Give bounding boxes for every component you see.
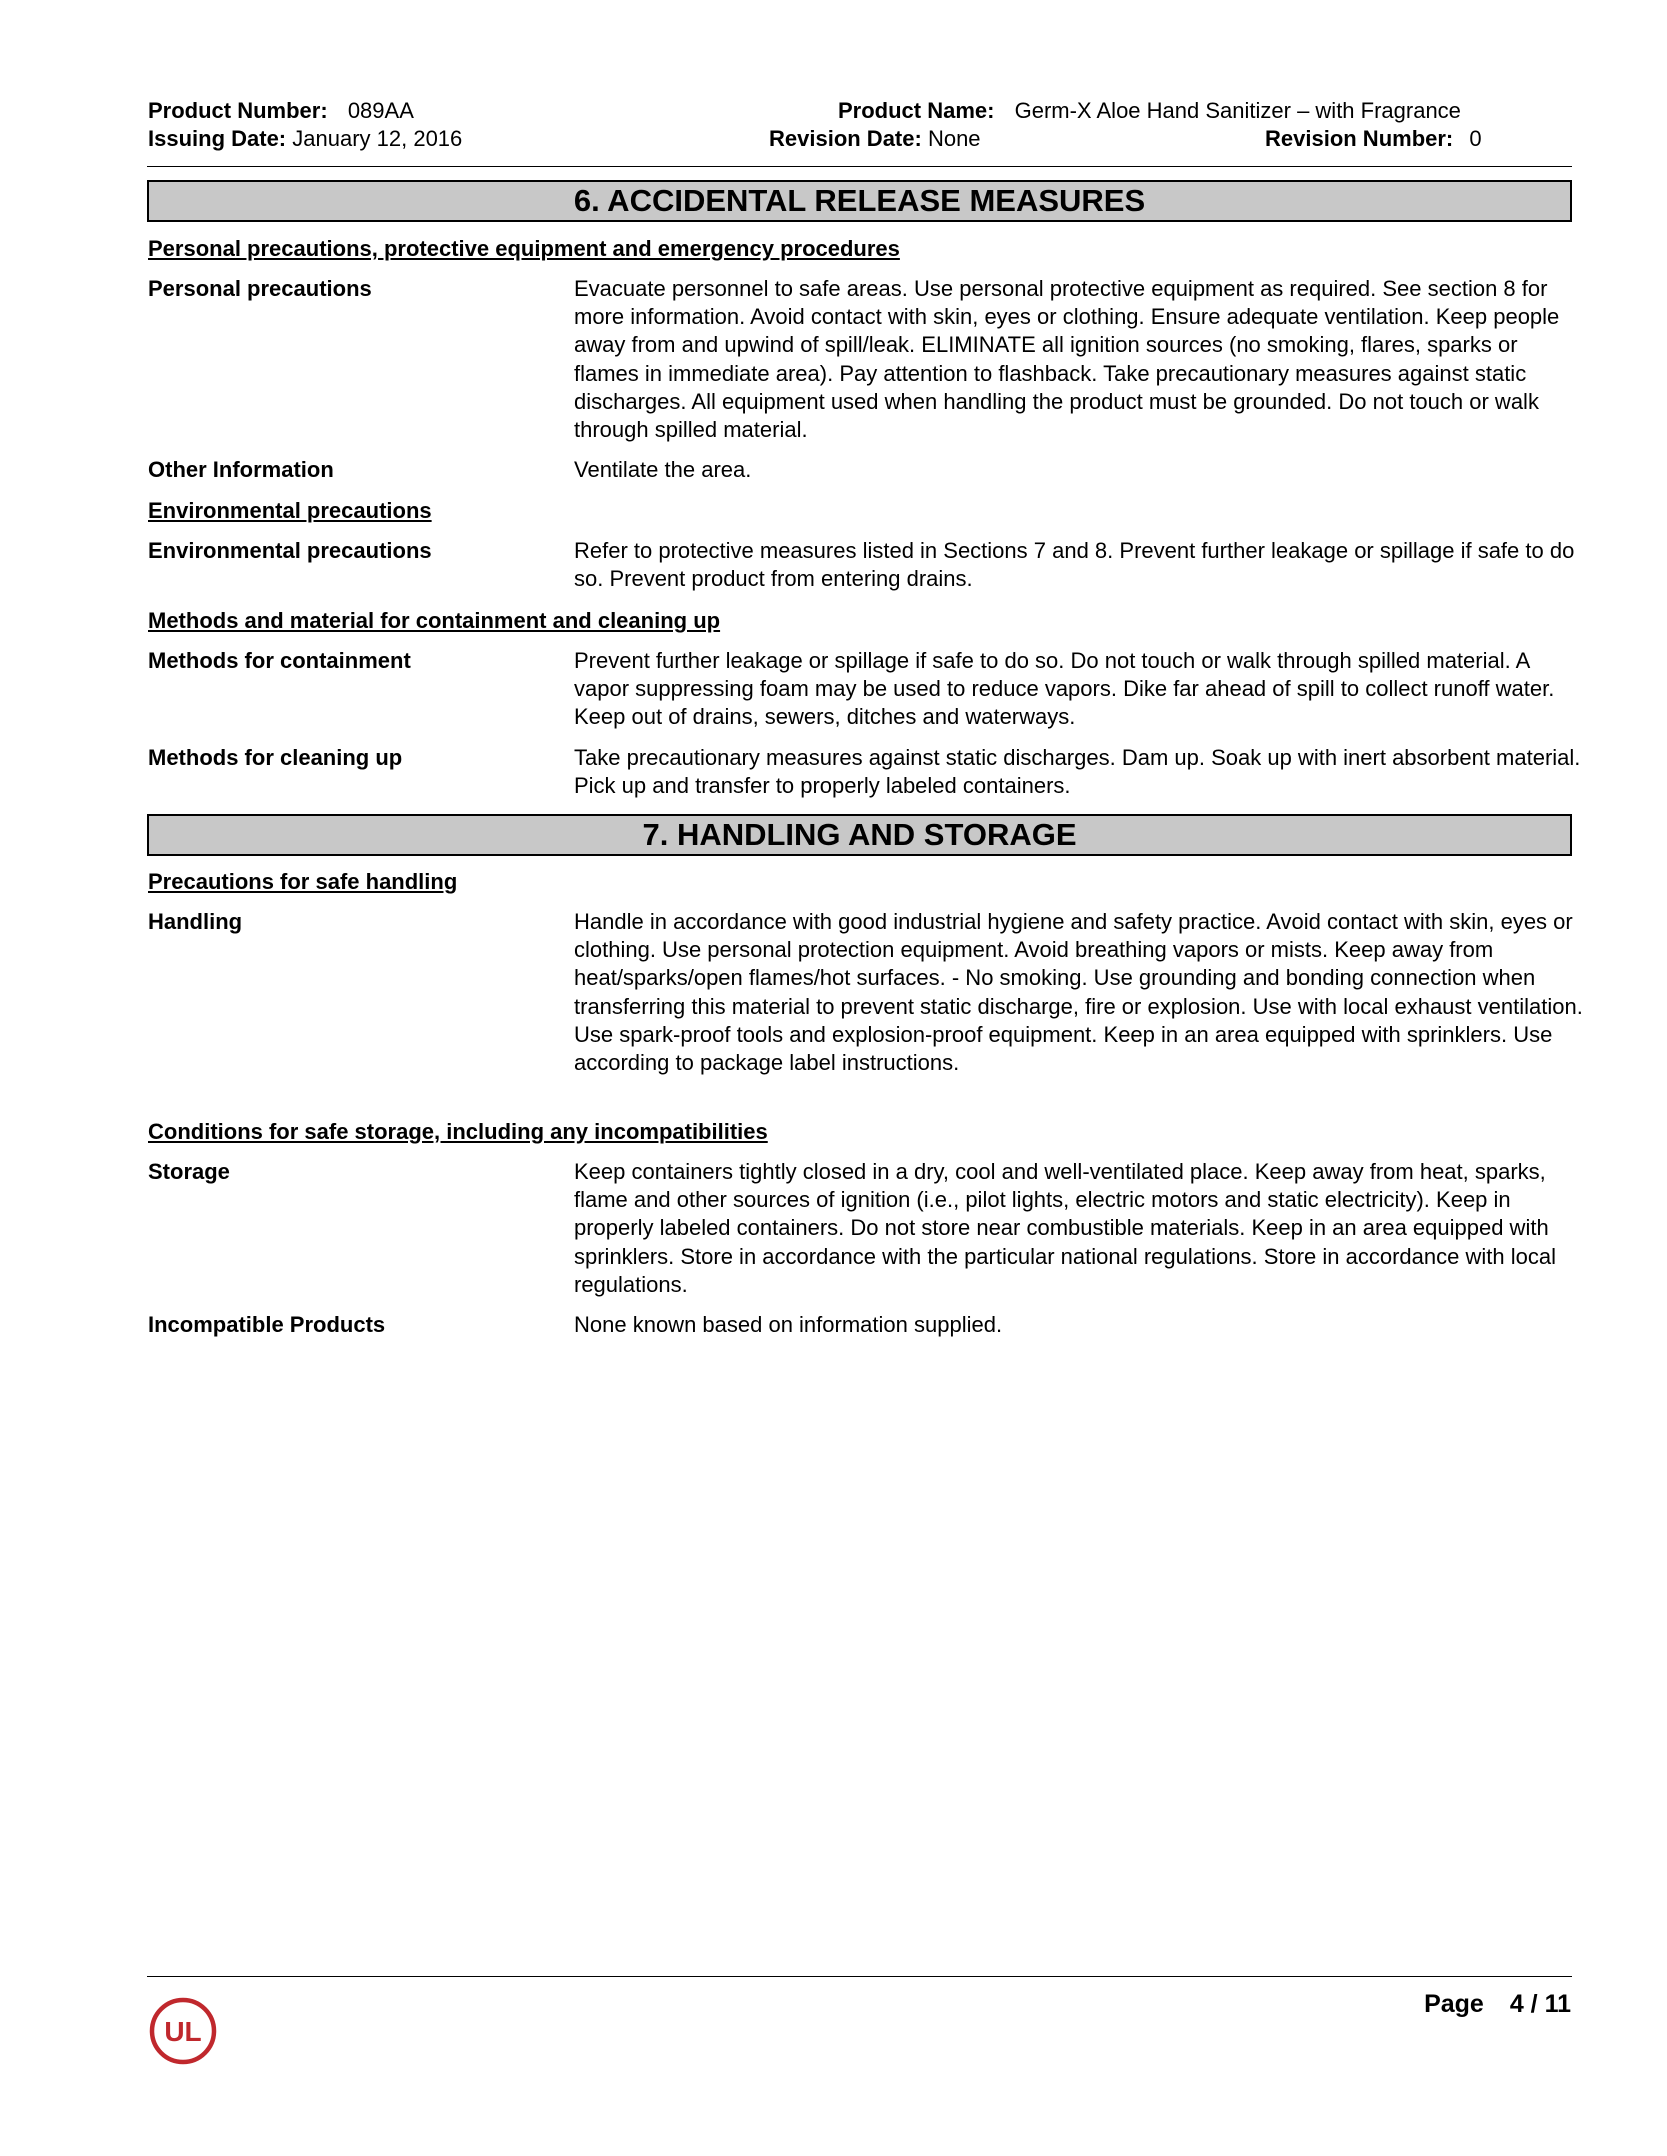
issuing-date-value: January 12, 2016: [292, 126, 463, 151]
text-incompatible-products: None known based on information supplied.: [574, 1312, 1003, 1337]
issuing-date-label: Issuing Date:: [148, 126, 287, 151]
product-number: [148, 97, 414, 125]
label-methods-containment: Methods for containment: [148, 648, 411, 673]
label-incompatible-products: Incompatible Products: [148, 1312, 386, 1337]
page-label: Page: [1424, 1990, 1484, 2018]
text-methods-cleaning: Take precautionary measures against static discharges. Dam up. Soak up with inert absorbent material. Pick up and transfer to properly labeled containers.: [574, 745, 1581, 799]
product-name: [838, 97, 1461, 125]
text-storage: Keep containers tightly closed in a dry, cool and well-ventilated place. Keep away from heat, sparks, flame and other sources of ignition (i.e., pilot lights, electric motors and static electricity). Keep in properly labeled containers. Do not store near combustible materials. Keep in an area equipped with sprinklers. Store in accordance with the particular national regulations. Store in accordance with local regulations.: [574, 1159, 1556, 1297]
label-personal-precautions: Personal precautions: [148, 276, 372, 301]
page-number-value: 4 / 11: [1509, 1990, 1571, 2018]
label-methods-cleaning: Methods for cleaning up: [148, 745, 403, 770]
text-other-information: Ventilate the area.: [574, 457, 752, 482]
subhead-safe-handling: Precautions for safe handling: [148, 869, 458, 894]
revision-date-label: Revision Date:: [769, 126, 922, 151]
label-handling: Handling: [148, 909, 243, 934]
header-rule: [147, 166, 1572, 167]
label-storage: Storage: [148, 1159, 230, 1184]
label-environmental-precautions: Environmental precautions: [148, 538, 432, 563]
page-number: [1424, 1990, 1571, 2019]
product-name-value: Germ-X Aloe Hand Sanitizer – with Fragrance: [1014, 98, 1461, 123]
revision-number-label: Revision Number:: [1265, 126, 1454, 151]
revision-number-value: 0: [1469, 126, 1482, 151]
revision-date-value: None: [927, 126, 981, 151]
subhead-containment-cleaning: Methods and material for containment and cleaning up: [148, 608, 721, 633]
text-methods-containment: Prevent further leakage or spillage if safe to do so. Do not touch or walk through spilled material. A vapor suppressing foam may be used to reduce vapors. Dike far ahead of spill to collect runoff water. Keep out of drains, sewers, ditches and waterways.: [574, 648, 1555, 730]
section-7-title: 7. HANDLING AND STORAGE: [147, 814, 1572, 856]
product-number-value: 089AA: [347, 98, 414, 123]
ul-logo-text: UL: [164, 2016, 202, 2047]
subhead-safe-storage: Conditions for safe storage, including any incompatibilities: [148, 1119, 768, 1144]
ul-logo-icon: [148, 1996, 218, 2066]
revision-number: [1265, 125, 1482, 153]
text-environmental-precautions: Refer to protective measures listed in Sections 7 and 8. Prevent further leakage or spillage if safe to do so. Prevent product from entering drains.: [574, 538, 1575, 592]
product-number-label: Product Number:: [148, 98, 328, 123]
subhead-personal-precautions: Personal precautions, protective equipment and emergency procedures: [148, 236, 900, 261]
section-6-title: 6. ACCIDENTAL RELEASE MEASURES: [147, 180, 1572, 222]
label-other-information: Other Information: [148, 457, 334, 482]
text-personal-precautions: Evacuate personnel to safe areas. Use personal protective equipment as required. See section 8 for more information. Avoid contact with skin, eyes or clothing. Ensure adequate ventilation. Keep people away from and upwind of spill/leak. ELIMINATE all ignition sources (no smoking, flares, sparks or flames in immediate area). Pay attention to flashback. Take precautionary measures against static discharges. All equipment used when handling the product must be grounded. Do not touch or walk through spilled material.: [574, 276, 1560, 443]
revision-date: [769, 125, 981, 153]
footer-rule: [147, 1976, 1572, 1977]
text-handling: Handle in accordance with good industrial hygiene and safety practice. Avoid contact with skin, eyes or clothing. Use personal protection equipment. Avoid breathing vapors or mists. Keep away from heat/sparks/open flames/hot surfaces. - No smoking. Use grounding and bonding connection when transferring this material to prevent static discharge, fire or explosion. Use with local exhaust ventilation. Use spark-proof tools and explosion-proof equipment. Keep in an area equipped with sprinklers. Use according to package label instructions.: [574, 909, 1583, 1076]
issuing-date: [148, 125, 462, 153]
product-name-label: Product Name:: [838, 98, 995, 123]
subhead-environmental-precautions: Environmental precautions: [148, 498, 432, 523]
